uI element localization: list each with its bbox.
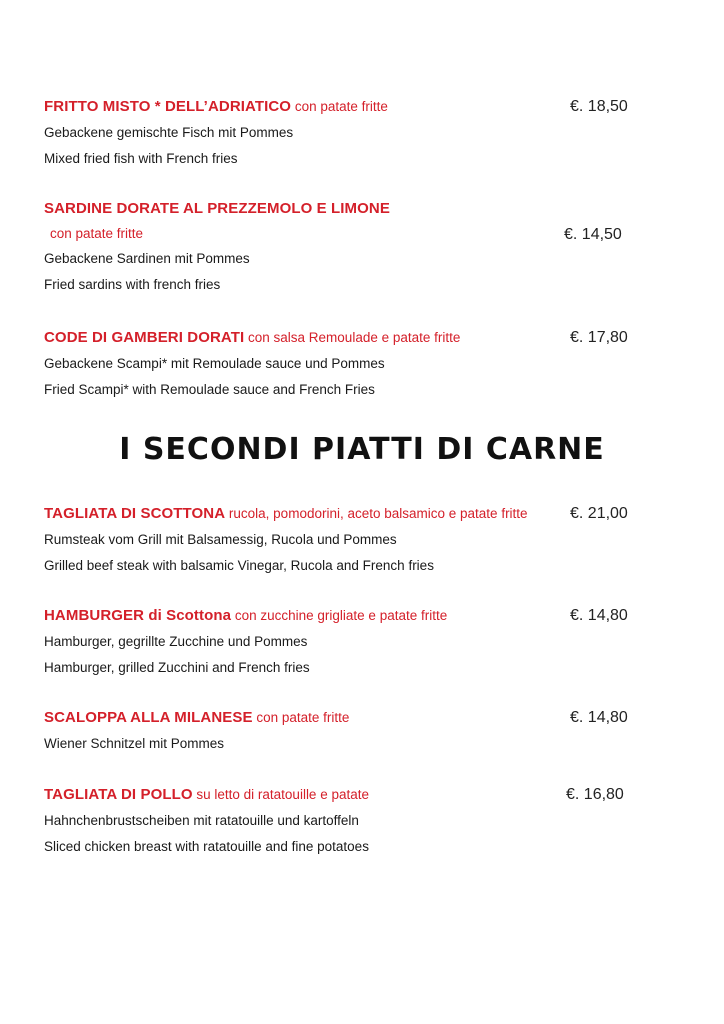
menu-item-tagliata-di-scottona <box>44 505 644 578</box>
item-name: SARDINE DORATE AL PREZZEMOLO E LIMONE <box>44 200 390 217</box>
item-accompaniment: rucola, pomodorini, aceto balsamico e patate fritte <box>225 506 528 521</box>
menu-item-scaloppa-milanese <box>44 709 644 757</box>
item-desc-german: Rumsteak vom Grill mit Balsamessig, Rucola und Pommes <box>44 532 397 547</box>
item-name: TAGLIATA DI SCOTTONA <box>44 505 226 522</box>
item-desc-german: Hahnchenbrustscheiben mit ratatouille und kartoffeln <box>44 813 359 828</box>
item-desc-english: Fried Scampi* with Remoulade sauce and French Fries <box>44 381 375 397</box>
item-desc-german: Gebackene gemischte Fisch mit Pommes <box>44 125 294 140</box>
item-name: SCALOPPA ALLA MILANESE <box>44 709 253 726</box>
item-desc-german: Hamburger, gegrillte Zucchine und Pommes <box>44 634 308 649</box>
item-price: €. 14,80 <box>570 607 628 624</box>
item-title-line <box>44 505 644 527</box>
item-price: €. 21,00 <box>570 505 628 522</box>
menu-item-fritto-misto <box>44 98 644 171</box>
item-accompaniment: con patate fritte <box>252 710 350 725</box>
item-accompaniment: con salsa Remoulade e patate fritte <box>244 330 461 345</box>
item-title-line <box>44 200 644 222</box>
item-price: €. 18,50 <box>570 98 628 115</box>
item-desc-english: Fried sardins with french fries <box>44 276 221 292</box>
item-price: €. 17,80 <box>570 329 628 346</box>
item-accompaniment: con zucchine grigliate e patate fritte <box>231 608 448 623</box>
item-name: TAGLIATA DI POLLO <box>44 786 193 803</box>
item-price: €. 14,80 <box>570 709 628 726</box>
item-accompaniment-line <box>44 222 644 246</box>
item-title-line <box>44 607 644 629</box>
item-title-line <box>44 329 644 351</box>
item-accompaniment: su letto di ratatouille e patate <box>192 787 369 802</box>
item-price: €. 16,80 <box>566 786 624 803</box>
item-name: CODE DI GAMBERI DORATI <box>44 329 245 346</box>
menu-item-hamburger <box>44 607 644 680</box>
item-title-line <box>44 98 644 120</box>
item-price: €. 14,50 <box>564 226 622 243</box>
item-desc-english: Grilled beef steak with balsamic Vinegar, Rucola and French fries <box>44 557 434 573</box>
item-accompaniment: con patate fritte <box>50 226 144 241</box>
item-accompaniment: con patate fritte <box>291 99 388 114</box>
item-desc-german: Wiener Schnitzel mit Pommes <box>44 736 225 751</box>
item-title-line <box>44 709 644 731</box>
menu-item-code-di-gamberi <box>44 329 644 402</box>
item-name: HAMBURGER di Scottona <box>44 607 232 624</box>
item-desc-english: Hamburger, grilled Zucchini and French fries <box>44 659 310 675</box>
item-desc-english: Mixed fried fish with French fries <box>44 150 238 166</box>
section-heading: I SECONDI PIATTI DI CARNE <box>119 432 605 467</box>
item-desc-english: Sliced chicken breast with ratatouille and fine potatoes <box>44 838 369 854</box>
item-title-line <box>44 786 644 808</box>
item-name: FRITTO MISTO * DELL’ADRIATICO <box>44 98 292 115</box>
menu-item-sardine-dorate <box>44 200 644 297</box>
item-desc-german: Gebackene Sardinen mit Pommes <box>44 251 250 266</box>
item-desc-german: Gebackene Scampi* mit Remoulade sauce und Pommes <box>44 356 385 371</box>
menu-item-tagliata-di-pollo <box>44 786 644 859</box>
